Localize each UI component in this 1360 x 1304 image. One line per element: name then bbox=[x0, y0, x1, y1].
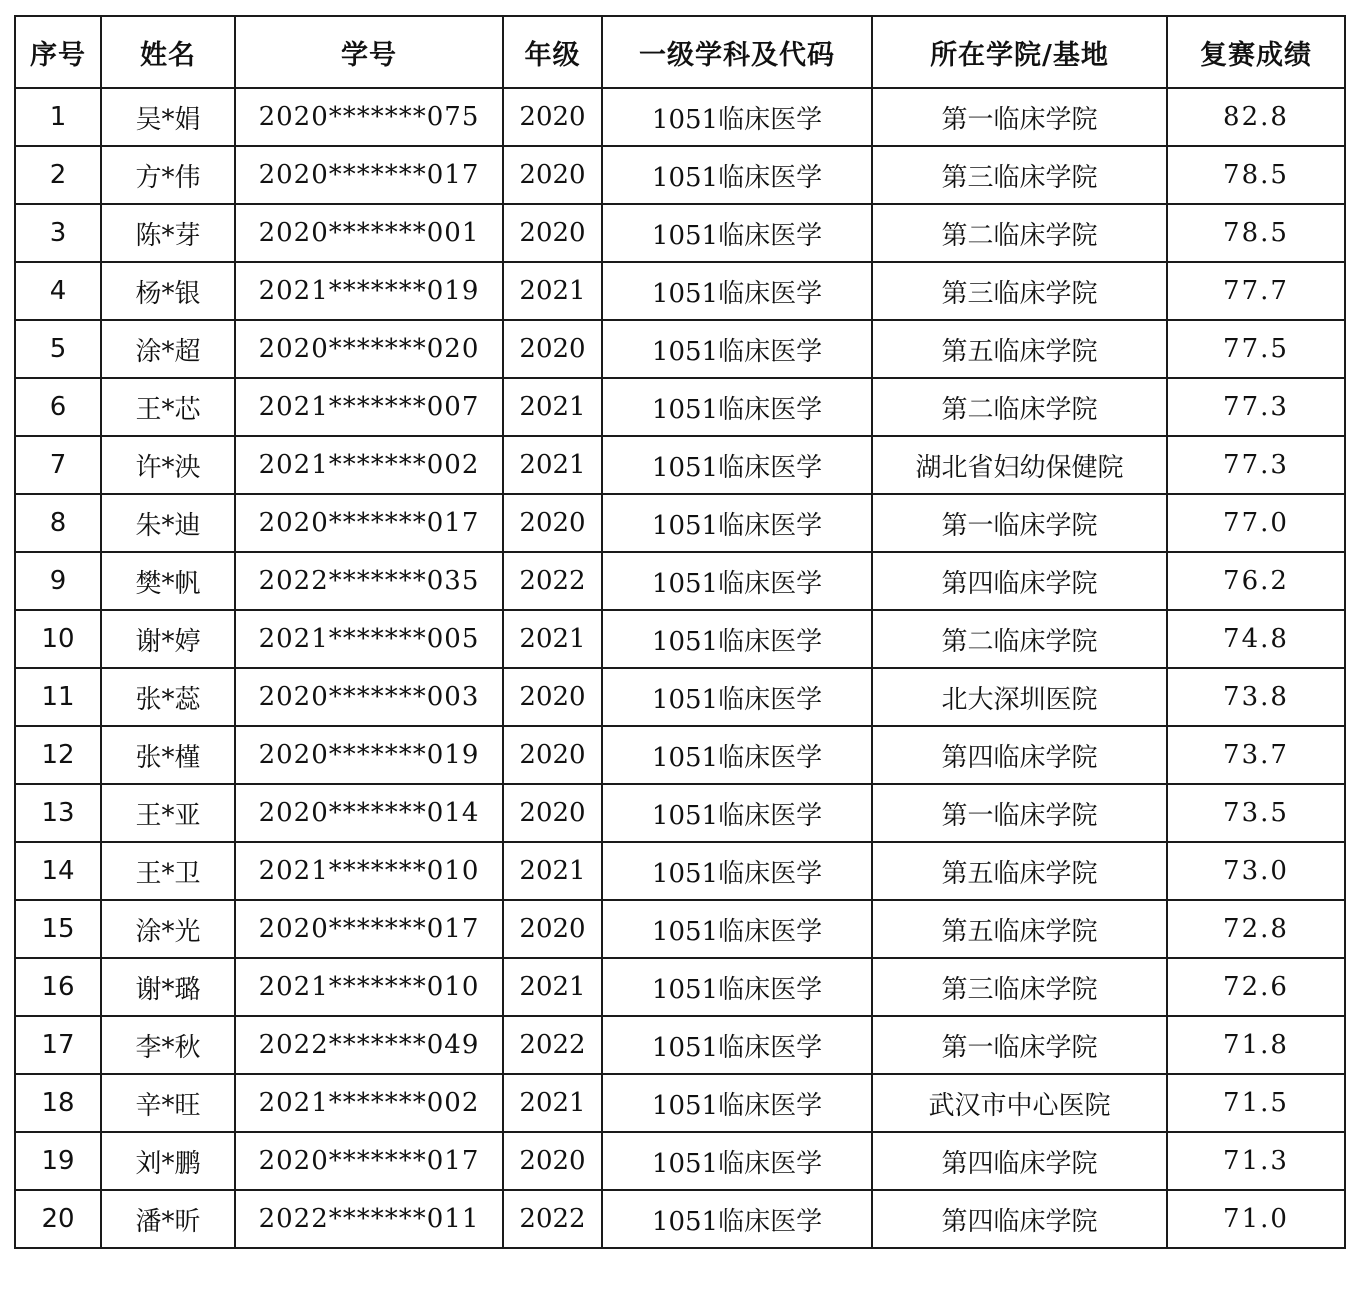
cell-college: 第二临床学院 bbox=[872, 610, 1167, 668]
header-name: 姓名 bbox=[101, 16, 235, 88]
cell-grade: 2020 bbox=[503, 900, 602, 958]
cell-name: 张*蕊 bbox=[101, 668, 235, 726]
cell-seq: 6 bbox=[15, 378, 101, 436]
cell-student-id: 2022*******011 bbox=[235, 1190, 503, 1248]
cell-college: 第二临床学院 bbox=[872, 378, 1167, 436]
cell-name: 张*槿 bbox=[101, 726, 235, 784]
cell-seq: 14 bbox=[15, 842, 101, 900]
cell-student-id: 2021*******005 bbox=[235, 610, 503, 668]
cell-discipline: 1051临床医学 bbox=[602, 88, 872, 146]
cell-name: 涂*超 bbox=[101, 320, 235, 378]
cell-discipline: 1051临床医学 bbox=[602, 262, 872, 320]
cell-name: 许*泱 bbox=[101, 436, 235, 494]
cell-college: 第四临床学院 bbox=[872, 1190, 1167, 1248]
cell-score: 73.8 bbox=[1167, 668, 1345, 726]
cell-college: 第四临床学院 bbox=[872, 726, 1167, 784]
table-row bbox=[15, 610, 1345, 668]
cell-seq: 12 bbox=[15, 726, 101, 784]
cell-grade: 2021 bbox=[503, 1074, 602, 1132]
header-student-id: 学号 bbox=[235, 16, 503, 88]
cell-score: 71.3 bbox=[1167, 1132, 1345, 1190]
cell-college: 第三临床学院 bbox=[872, 262, 1167, 320]
table-row bbox=[15, 494, 1345, 552]
cell-name: 杨*银 bbox=[101, 262, 235, 320]
cell-student-id: 2020*******003 bbox=[235, 668, 503, 726]
cell-seq: 3 bbox=[15, 204, 101, 262]
cell-student-id: 2021*******019 bbox=[235, 262, 503, 320]
cell-score: 76.2 bbox=[1167, 552, 1345, 610]
table-row bbox=[15, 320, 1345, 378]
table-row bbox=[15, 1074, 1345, 1132]
cell-discipline: 1051临床医学 bbox=[602, 668, 872, 726]
cell-student-id: 2020*******075 bbox=[235, 88, 503, 146]
cell-grade: 2020 bbox=[503, 1132, 602, 1190]
cell-college: 第一临床学院 bbox=[872, 784, 1167, 842]
cell-grade: 2022 bbox=[503, 1016, 602, 1074]
cell-name: 王*卫 bbox=[101, 842, 235, 900]
cell-grade: 2020 bbox=[503, 146, 602, 204]
cell-college: 第二临床学院 bbox=[872, 204, 1167, 262]
cell-score: 74.8 bbox=[1167, 610, 1345, 668]
cell-score: 71.5 bbox=[1167, 1074, 1345, 1132]
cell-name: 吴*娟 bbox=[101, 88, 235, 146]
cell-grade: 2020 bbox=[503, 726, 602, 784]
cell-name: 王*芯 bbox=[101, 378, 235, 436]
cell-name: 王*亚 bbox=[101, 784, 235, 842]
cell-student-id: 2021*******002 bbox=[235, 1074, 503, 1132]
cell-discipline: 1051临床医学 bbox=[602, 494, 872, 552]
cell-grade: 2021 bbox=[503, 610, 602, 668]
cell-seq: 11 bbox=[15, 668, 101, 726]
cell-seq: 5 bbox=[15, 320, 101, 378]
table-row bbox=[15, 842, 1345, 900]
cell-college: 第四临床学院 bbox=[872, 552, 1167, 610]
cell-name: 朱*迪 bbox=[101, 494, 235, 552]
cell-college: 第五临床学院 bbox=[872, 320, 1167, 378]
cell-student-id: 2021*******010 bbox=[235, 842, 503, 900]
cell-seq: 19 bbox=[15, 1132, 101, 1190]
table-row bbox=[15, 88, 1345, 146]
cell-discipline: 1051临床医学 bbox=[602, 842, 872, 900]
cell-discipline: 1051临床医学 bbox=[602, 610, 872, 668]
cell-grade: 2020 bbox=[503, 668, 602, 726]
cell-seq: 10 bbox=[15, 610, 101, 668]
cell-grade: 2021 bbox=[503, 842, 602, 900]
cell-grade: 2020 bbox=[503, 88, 602, 146]
table-row bbox=[15, 900, 1345, 958]
cell-discipline: 1051临床医学 bbox=[602, 784, 872, 842]
cell-grade: 2020 bbox=[503, 494, 602, 552]
cell-college: 第五临床学院 bbox=[872, 842, 1167, 900]
cell-student-id: 2020*******020 bbox=[235, 320, 503, 378]
cell-student-id: 2020*******014 bbox=[235, 784, 503, 842]
cell-student-id: 2021*******010 bbox=[235, 958, 503, 1016]
cell-grade: 2021 bbox=[503, 436, 602, 494]
cell-discipline: 1051临床医学 bbox=[602, 378, 872, 436]
cell-seq: 13 bbox=[15, 784, 101, 842]
cell-grade: 2021 bbox=[503, 378, 602, 436]
cell-score: 71.8 bbox=[1167, 1016, 1345, 1074]
cell-name: 涂*光 bbox=[101, 900, 235, 958]
cell-grade: 2022 bbox=[503, 552, 602, 610]
cell-score: 77.0 bbox=[1167, 494, 1345, 552]
cell-student-id: 2021*******002 bbox=[235, 436, 503, 494]
cell-discipline: 1051临床医学 bbox=[602, 436, 872, 494]
cell-seq: 1 bbox=[15, 88, 101, 146]
cell-college: 第三临床学院 bbox=[872, 958, 1167, 1016]
cell-score: 73.5 bbox=[1167, 784, 1345, 842]
header-score: 复赛成绩 bbox=[1167, 16, 1345, 88]
cell-seq: 8 bbox=[15, 494, 101, 552]
cell-discipline: 1051临床医学 bbox=[602, 320, 872, 378]
cell-name: 陈*芽 bbox=[101, 204, 235, 262]
table-row bbox=[15, 1016, 1345, 1074]
cell-score: 78.5 bbox=[1167, 146, 1345, 204]
header-discipline: 一级学科及代码 bbox=[602, 16, 872, 88]
cell-student-id: 2022*******049 bbox=[235, 1016, 503, 1074]
cell-discipline: 1051临床医学 bbox=[602, 1190, 872, 1248]
cell-seq: 17 bbox=[15, 1016, 101, 1074]
cell-seq: 20 bbox=[15, 1190, 101, 1248]
cell-name: 李*秋 bbox=[101, 1016, 235, 1074]
table-row bbox=[15, 146, 1345, 204]
cell-student-id: 2020*******001 bbox=[235, 204, 503, 262]
cell-name: 潘*昕 bbox=[101, 1190, 235, 1248]
cell-name: 谢*璐 bbox=[101, 958, 235, 1016]
table-row bbox=[15, 1132, 1345, 1190]
cell-grade: 2020 bbox=[503, 320, 602, 378]
table-row bbox=[15, 726, 1345, 784]
cell-name: 樊*帆 bbox=[101, 552, 235, 610]
cell-seq: 4 bbox=[15, 262, 101, 320]
cell-discipline: 1051临床医学 bbox=[602, 1132, 872, 1190]
cell-college: 武汉市中心医院 bbox=[872, 1074, 1167, 1132]
cell-college: 第五临床学院 bbox=[872, 900, 1167, 958]
cell-grade: 2020 bbox=[503, 784, 602, 842]
cell-seq: 9 bbox=[15, 552, 101, 610]
table-body bbox=[15, 88, 1345, 1248]
cell-discipline: 1051临床医学 bbox=[602, 958, 872, 1016]
cell-discipline: 1051临床医学 bbox=[602, 1074, 872, 1132]
table-row bbox=[15, 204, 1345, 262]
cell-discipline: 1051临床医学 bbox=[602, 900, 872, 958]
cell-college: 第一临床学院 bbox=[872, 1016, 1167, 1074]
header-row bbox=[15, 16, 1345, 88]
table-row bbox=[15, 784, 1345, 842]
cell-college: 第一临床学院 bbox=[872, 494, 1167, 552]
cell-student-id: 2020*******017 bbox=[235, 1132, 503, 1190]
cell-student-id: 2020*******017 bbox=[235, 494, 503, 552]
cell-discipline: 1051临床医学 bbox=[602, 146, 872, 204]
cell-college: 第四临床学院 bbox=[872, 1132, 1167, 1190]
cell-score: 82.8 bbox=[1167, 88, 1345, 146]
cell-score: 72.6 bbox=[1167, 958, 1345, 1016]
cell-student-id: 2020*******017 bbox=[235, 146, 503, 204]
cell-score: 77.5 bbox=[1167, 320, 1345, 378]
cell-grade: 2022 bbox=[503, 1190, 602, 1248]
table-row bbox=[15, 1190, 1345, 1248]
cell-seq: 7 bbox=[15, 436, 101, 494]
results-table bbox=[14, 15, 1346, 1249]
cell-student-id: 2021*******007 bbox=[235, 378, 503, 436]
cell-student-id: 2020*******019 bbox=[235, 726, 503, 784]
cell-discipline: 1051临床医学 bbox=[602, 552, 872, 610]
cell-score: 77.3 bbox=[1167, 436, 1345, 494]
table-row bbox=[15, 958, 1345, 1016]
cell-college: 第一临床学院 bbox=[872, 88, 1167, 146]
cell-student-id: 2020*******017 bbox=[235, 900, 503, 958]
cell-grade: 2020 bbox=[503, 204, 602, 262]
cell-seq: 16 bbox=[15, 958, 101, 1016]
cell-college: 湖北省妇幼保健院 bbox=[872, 436, 1167, 494]
cell-discipline: 1051临床医学 bbox=[602, 204, 872, 262]
cell-name: 谢*婷 bbox=[101, 610, 235, 668]
cell-score: 73.0 bbox=[1167, 842, 1345, 900]
table-row bbox=[15, 552, 1345, 610]
cell-discipline: 1051临床医学 bbox=[602, 1016, 872, 1074]
cell-seq: 18 bbox=[15, 1074, 101, 1132]
cell-seq: 15 bbox=[15, 900, 101, 958]
cell-name: 辛*旺 bbox=[101, 1074, 235, 1132]
cell-grade: 2021 bbox=[503, 262, 602, 320]
header-seq: 序号 bbox=[15, 16, 101, 88]
table-row bbox=[15, 436, 1345, 494]
cell-grade: 2021 bbox=[503, 958, 602, 1016]
cell-score: 78.5 bbox=[1167, 204, 1345, 262]
cell-score: 77.3 bbox=[1167, 378, 1345, 436]
table-row bbox=[15, 262, 1345, 320]
cell-college: 北大深圳医院 bbox=[872, 668, 1167, 726]
cell-score: 71.0 bbox=[1167, 1190, 1345, 1248]
cell-name: 方*伟 bbox=[101, 146, 235, 204]
cell-student-id: 2022*******035 bbox=[235, 552, 503, 610]
header-college: 所在学院/基地 bbox=[872, 16, 1167, 88]
cell-score: 73.7 bbox=[1167, 726, 1345, 784]
cell-seq: 2 bbox=[15, 146, 101, 204]
table-row bbox=[15, 668, 1345, 726]
cell-score: 77.7 bbox=[1167, 262, 1345, 320]
cell-score: 72.8 bbox=[1167, 900, 1345, 958]
table-row bbox=[15, 378, 1345, 436]
cell-discipline: 1051临床医学 bbox=[602, 726, 872, 784]
cell-name: 刘*鹏 bbox=[101, 1132, 235, 1190]
cell-college: 第三临床学院 bbox=[872, 146, 1167, 204]
header-grade: 年级 bbox=[503, 16, 602, 88]
